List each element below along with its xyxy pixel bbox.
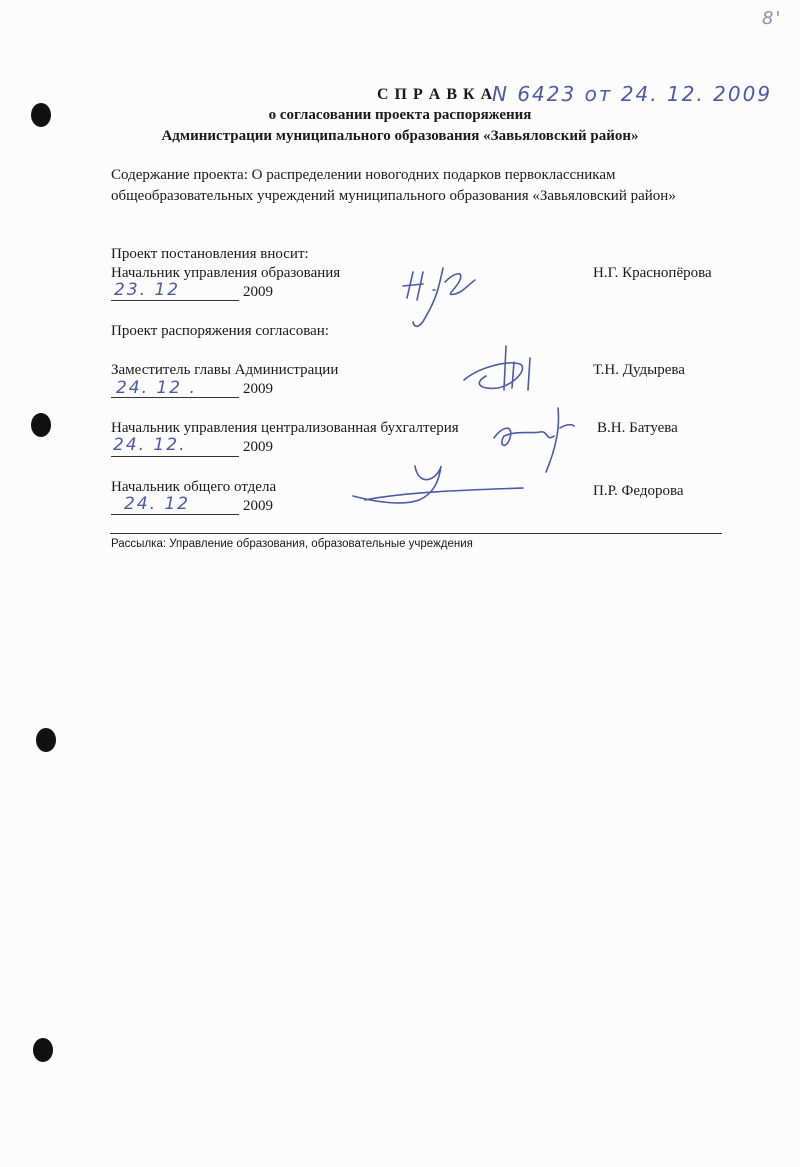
date-underline bbox=[111, 456, 239, 457]
approver-year: 2009 bbox=[243, 439, 273, 455]
punch-hole bbox=[33, 1038, 53, 1062]
approver-date: 24. 12. bbox=[113, 435, 187, 455]
approver-date: 24. 12 bbox=[124, 494, 191, 514]
submitter-position: Начальник управления образования bbox=[111, 265, 341, 281]
punch-hole bbox=[31, 413, 51, 437]
approver-name: П.Р. Федорова bbox=[593, 483, 684, 499]
approver-signature bbox=[345, 460, 530, 510]
document-subtitle-2: Администрации муниципального образования «Завьяловский район» bbox=[161, 128, 639, 144]
content-line-1: Содержание проекта: О распределении новогодних подарков первоклассникам bbox=[111, 167, 616, 183]
approver-year: 2009 bbox=[243, 381, 273, 397]
document-subtitle: о согласовании проекта распоряжения bbox=[268, 107, 532, 123]
approver-date: 24. 12 . bbox=[116, 378, 197, 398]
approver-name: В.Н. Батуева bbox=[597, 420, 678, 436]
punch-hole bbox=[36, 728, 56, 752]
approver-name: Т.Н. Дудырева bbox=[593, 362, 685, 378]
approver-position: Начальник общего отдела bbox=[111, 479, 277, 495]
submitter-date: 23. 12 bbox=[114, 280, 181, 300]
approver-position: Заместитель главы Администрации bbox=[111, 362, 339, 378]
approver-signature bbox=[458, 338, 553, 398]
submitter-signature bbox=[395, 258, 490, 333]
date-underline bbox=[111, 300, 239, 301]
content-line-2: общеобразовательных учреждений муниципального образования «Завьяловский район» bbox=[111, 188, 676, 204]
submitter-heading: Проект постановления вносит: bbox=[111, 246, 309, 262]
corner-mark: 8' bbox=[762, 8, 783, 29]
approver-year: 2009 bbox=[243, 498, 273, 514]
date-underline bbox=[111, 514, 239, 515]
submitter-year: 2009 bbox=[243, 284, 273, 300]
date-underline bbox=[111, 397, 239, 398]
submitter-name: Н.Г. Краснопёрова bbox=[593, 265, 712, 281]
distribution-list: Рассылка: Управление образования, образовательные учреждения bbox=[111, 538, 473, 550]
approver-position: Начальник управления централизованная бухгалтерия bbox=[111, 420, 459, 436]
document-title: С П Р А В К А bbox=[377, 86, 494, 103]
agreed-heading: Проект распоряжения согласован: bbox=[111, 323, 329, 339]
handwritten-number: N 6423 от 24. 12. 2009 bbox=[492, 82, 773, 106]
separator-line bbox=[110, 533, 722, 534]
